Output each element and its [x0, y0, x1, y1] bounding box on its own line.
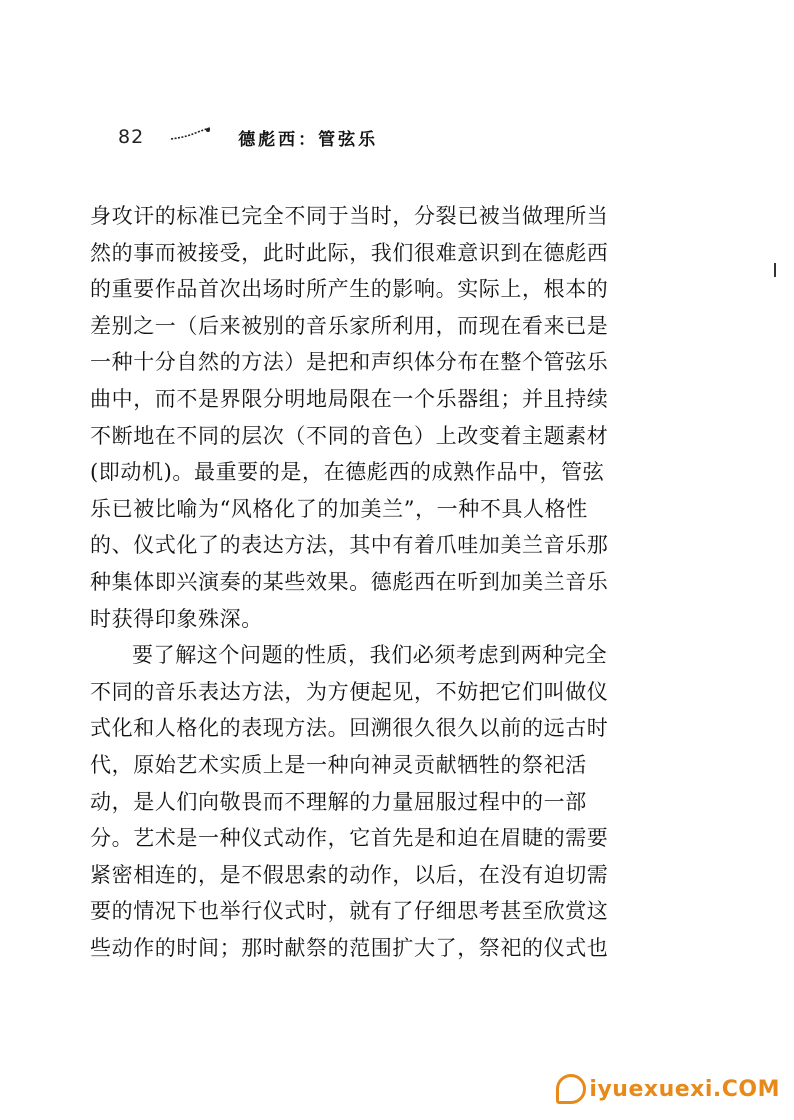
paragraph: [90, 198, 650, 637]
text-line: 些动作的时间；那时献祭的范围扩大了，祭祀的仪式也: [90, 935, 609, 960]
text-line: 的、仪式化了的表达方法，其中有着爪哇加美兰音乐那: [90, 533, 609, 558]
text-line: 动，是人们向敬畏而不理解的力量屈服过程中的一部: [90, 789, 587, 814]
text-line: 的重要作品首次出场时所产生的影响。实际上，根本的: [90, 277, 609, 302]
watermark: [556, 1074, 780, 1104]
text-line: 然的事而被接受，此时此际，我们很难意识到在德彪西: [90, 240, 609, 265]
text-line: 种集体即兴演奏的某些效果。德彪西在听到加美兰音乐: [90, 569, 609, 594]
text-line: 要了解这个问题的性质，我们必须考虑到两种完全: [132, 643, 608, 668]
body-text: [90, 198, 650, 966]
text-line: (即动机)。最重要的是，在德彪西的成熟作品中，管弦: [90, 460, 605, 485]
running-title: 德彪西：管弦乐: [238, 129, 379, 150]
watermark-text: iyuexuexi.COM: [589, 1076, 780, 1102]
text-line: 身攻讦的标准已完全不同于当时，分裂已被当做理所当: [90, 204, 609, 228]
text-line: 曲中，而不是界限分明地局限在一个乐器组；并且持续: [90, 386, 609, 411]
watermark-logo-icon: [556, 1074, 586, 1104]
text-line: 乐已被比喻为“风格化了的加美兰”，一种不具人格性: [90, 496, 588, 521]
text-line: 一种十分自然的方法）是把和声织体分布在整个管弦乐: [90, 350, 609, 375]
page-number: 82: [118, 126, 145, 148]
text-line: 不同的音乐表达方法，为方便起见，不妨把它们叫做仪: [90, 679, 609, 704]
ornament-icon: [170, 127, 212, 141]
text-line: 代，原始艺术实质上是一种向神灵贡献牺牲的祭祀活: [90, 752, 587, 777]
text-line: 式化和人格化的表现方法。回溯很久很久以前的远古时: [90, 716, 609, 741]
margin-mark: [774, 263, 776, 277]
text-line: 要的情况下也举行仪式时，就有了仔细思考甚至欣赏这: [90, 899, 609, 924]
text-line: 不断地在不同的层次（不同的音色）上改变着主题素材: [90, 423, 609, 448]
paragraph: [90, 637, 650, 966]
text-line: 差别之一（后来被别的音乐家所利用，而现在看来已是: [90, 313, 609, 338]
text-line: 时获得印象殊深。: [90, 606, 263, 631]
text-line: 分。艺术是一种仪式动作，它首先是和迫在眉睫的需要: [90, 826, 609, 851]
page-header: [118, 122, 378, 152]
text-line: 紧密相连的，是不假思索的动作，以后，在没有迫切需: [90, 862, 609, 887]
